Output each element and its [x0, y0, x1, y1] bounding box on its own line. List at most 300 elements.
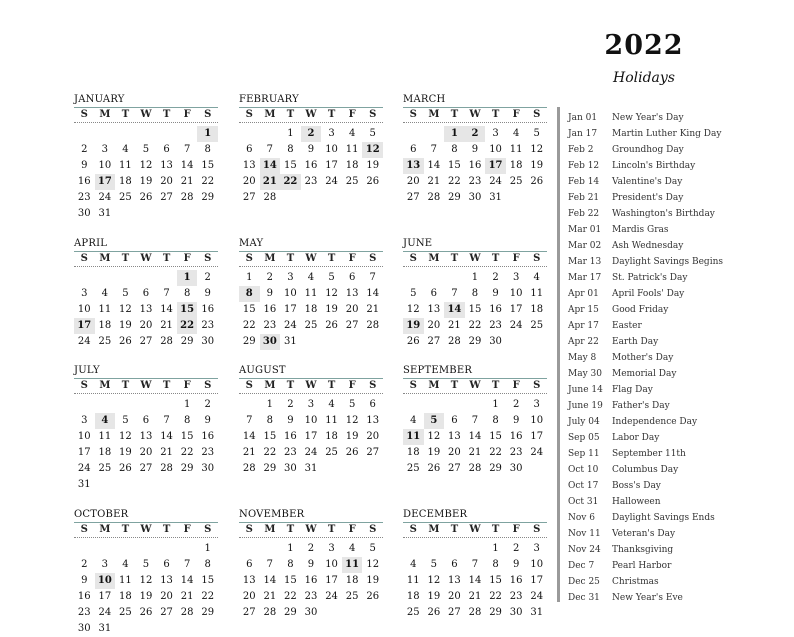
day-cell: 12: [139, 160, 153, 171]
weekday-label: S: [409, 380, 417, 391]
weekday-label: W: [140, 524, 152, 535]
day-cell: 16: [509, 431, 523, 442]
day-cell: 20: [448, 447, 461, 458]
day-cell: 1: [246, 272, 253, 283]
weekday-label: W: [469, 253, 481, 264]
weekday-label: W: [469, 380, 481, 391]
day-cell: 15: [263, 431, 277, 442]
day-cell: 18: [98, 320, 112, 331]
holiday-row: [568, 558, 794, 574]
weekday-label: S: [533, 380, 541, 391]
day-grid: [403, 541, 547, 621]
holiday-row: [568, 174, 794, 190]
weekday-label: S: [245, 380, 253, 391]
holiday-row: [568, 350, 794, 366]
weekday-label: T: [121, 524, 130, 535]
holiday-date: Apr 17: [568, 321, 599, 331]
day-cell: 14: [180, 575, 194, 586]
holiday-row: [568, 590, 794, 606]
day-cell: 15: [284, 160, 297, 171]
empty-cell: [444, 397, 465, 413]
weekday-label: W: [140, 380, 152, 391]
weekday-label: F: [348, 253, 356, 264]
weekday-label: M: [264, 380, 276, 391]
empty-cell: [115, 397, 136, 413]
holiday-day-cell: 11: [342, 557, 363, 573]
day-cell: 30: [201, 336, 215, 347]
holiday-name: Good Friday: [612, 305, 669, 315]
day-cell: 11: [509, 144, 523, 155]
day-cell: 19: [139, 176, 153, 187]
day-cell: 6: [430, 288, 438, 299]
day-cell: 27: [139, 463, 153, 474]
day-cell: 25: [509, 176, 523, 187]
weekday-label: W: [140, 109, 152, 120]
day-cell: 7: [163, 415, 170, 426]
day-cell: 23: [201, 447, 215, 458]
day-cell: 1: [287, 128, 294, 139]
day-cell: 18: [325, 431, 338, 442]
day-cell: 28: [468, 607, 482, 618]
holiday-day-cell: 1: [177, 270, 198, 286]
day-cell: 7: [471, 559, 479, 570]
weekday-label: M: [99, 253, 111, 264]
weekday-label: M: [428, 253, 440, 264]
holiday-name: Thanksgiving: [612, 545, 674, 555]
day-cell: 29: [489, 463, 502, 474]
holiday-list: [568, 110, 794, 606]
day-cell: 23: [201, 320, 215, 331]
day-cell: 27: [366, 447, 380, 458]
day-cell: 28: [427, 192, 441, 203]
empty-cell: [424, 126, 445, 142]
day-cell: 8: [287, 559, 294, 570]
day-cell: 17: [325, 575, 338, 586]
day-cell: 26: [530, 176, 544, 187]
empty-cell: [115, 541, 136, 557]
day-cell: 25: [406, 463, 420, 474]
day-cell: 9: [204, 415, 211, 426]
holiday-day-cell: 14: [444, 302, 465, 318]
empty-cell: [260, 541, 281, 557]
day-grid: [239, 126, 383, 206]
day-cell: 26: [345, 447, 359, 458]
empty-cell: [424, 397, 445, 413]
day-cell: 17: [530, 575, 544, 586]
month-name: NOVEMBER: [239, 509, 305, 520]
day-cell: 19: [325, 304, 338, 315]
holiday-day-cell: 1: [444, 126, 465, 142]
day-cell: 27: [139, 336, 153, 347]
day-cell: 8: [492, 415, 499, 426]
sidebar-divider: [557, 107, 560, 602]
holiday-row: [568, 494, 794, 510]
day-cell: 25: [345, 591, 359, 602]
holiday-date: Oct 31: [568, 497, 599, 507]
month-name: JUNE: [403, 238, 433, 249]
day-cell: 16: [201, 431, 215, 442]
weekday-label: M: [264, 109, 276, 120]
day-cell: 9: [512, 415, 520, 426]
day-cell: 28: [263, 192, 277, 203]
day-cell: 12: [345, 415, 359, 426]
weekday-label: M: [428, 109, 440, 120]
weekday-label: T: [327, 524, 336, 535]
holiday-date: Nov 24: [568, 545, 601, 555]
holiday-row: [568, 366, 794, 382]
day-cell: 27: [427, 336, 441, 347]
day-cell: 15: [242, 304, 256, 315]
day-cell: 28: [366, 320, 380, 331]
day-cell: 23: [77, 192, 91, 203]
empty-cell: [115, 126, 136, 142]
day-cell: 16: [77, 176, 91, 187]
day-cell: 1: [204, 543, 211, 554]
day-cell: 2: [266, 272, 274, 283]
day-cell: 10: [325, 144, 338, 155]
holiday-row: [568, 190, 794, 206]
day-cell: 8: [204, 144, 211, 155]
day-cell: 27: [448, 463, 461, 474]
holiday-date: June 19: [568, 401, 603, 411]
day-cell: 30: [468, 192, 482, 203]
day-cell: 24: [509, 320, 523, 331]
day-cell: 10: [530, 415, 544, 426]
day-cell: 26: [139, 607, 153, 618]
empty-cell: [465, 397, 486, 413]
day-cell: 18: [345, 160, 359, 171]
month-july: [74, 364, 218, 493]
day-cell: 4: [348, 128, 356, 139]
holiday-date: May 8: [568, 353, 597, 363]
day-cell: 25: [119, 607, 132, 618]
day-cell: 9: [307, 559, 315, 570]
weekday-label: T: [286, 524, 295, 535]
holiday-row: [568, 254, 794, 270]
day-cell: 23: [468, 176, 482, 187]
day-cell: 13: [242, 575, 256, 586]
weekday-label: W: [305, 253, 317, 264]
weekday-label: T: [286, 109, 295, 120]
month-october: [74, 508, 218, 637]
holiday-row: [568, 206, 794, 222]
day-cell: 4: [122, 144, 129, 155]
empty-cell: [95, 270, 116, 286]
holiday-date: July 04: [568, 417, 600, 427]
day-cell: 10: [489, 144, 502, 155]
holiday-date: Dec 31: [568, 593, 600, 603]
day-cell: 7: [369, 272, 376, 283]
day-cell: 20: [242, 591, 256, 602]
day-cell: 27: [160, 607, 173, 618]
day-cell: 24: [325, 176, 338, 187]
day-cell: 13: [366, 415, 380, 426]
day-cell: 27: [242, 607, 256, 618]
day-cell: 18: [509, 160, 523, 171]
empty-cell: [444, 270, 465, 286]
weekday-header: [74, 108, 218, 122]
day-cell: 22: [201, 591, 215, 602]
holiday-day-cell: 1: [197, 126, 218, 142]
weekday-separator: [403, 393, 547, 394]
holiday-date: Jan 17: [568, 129, 598, 139]
holiday-row: [568, 430, 794, 446]
day-cell: 8: [183, 415, 191, 426]
holiday-day-cell: 10: [95, 573, 116, 589]
day-cell: 12: [119, 304, 132, 315]
day-cell: 28: [448, 336, 461, 347]
day-cell: 6: [163, 559, 170, 570]
holiday-name: New Year's Eve: [612, 593, 683, 603]
day-cell: 4: [122, 559, 129, 570]
holiday-date: Nov 6: [568, 513, 595, 523]
day-cell: 23: [77, 607, 91, 618]
day-cell: 6: [451, 559, 458, 570]
day-cell: 6: [369, 399, 376, 410]
weekday-label: T: [450, 380, 459, 391]
day-cell: 20: [139, 320, 153, 331]
day-cell: 25: [406, 607, 420, 618]
holiday-date: Apr 22: [568, 337, 599, 347]
weekday-label: M: [428, 380, 440, 391]
weekday-label: F: [348, 524, 356, 535]
day-cell: 31: [98, 208, 112, 219]
day-cell: 25: [345, 176, 359, 187]
day-cell: 23: [304, 591, 318, 602]
weekday-header: [74, 379, 218, 393]
weekday-label: T: [491, 380, 500, 391]
day-cell: 15: [448, 160, 461, 171]
weekday-label: S: [245, 109, 253, 120]
day-grid: [74, 397, 218, 493]
day-cell: 2: [307, 543, 315, 554]
holiday-row: [568, 126, 794, 142]
day-cell: 29: [180, 336, 194, 347]
holiday-name: Veteran's Day: [612, 529, 676, 539]
day-cell: 22: [489, 447, 502, 458]
weekday-label: M: [264, 524, 276, 535]
holidays-subtitle: Holidays: [613, 70, 675, 86]
weekday-label: M: [99, 524, 111, 535]
day-cell: 10: [77, 431, 91, 442]
holiday-date: Nov 11: [568, 529, 601, 539]
weekday-separator: [74, 122, 218, 123]
weekday-label: S: [80, 524, 88, 535]
holiday-row: [568, 414, 794, 430]
day-cell: 22: [263, 447, 277, 458]
day-cell: 9: [512, 559, 520, 570]
weekday-separator: [239, 266, 383, 267]
holiday-name: Daylight Savings Begins: [612, 257, 723, 267]
day-cell: 19: [366, 575, 380, 586]
day-cell: 26: [366, 176, 380, 187]
month-march: [403, 93, 547, 206]
weekday-separator: [403, 266, 547, 267]
day-cell: 2: [512, 399, 520, 410]
holiday-day-cell: 5: [424, 413, 445, 429]
day-cell: 24: [489, 176, 502, 187]
empty-cell: [115, 270, 136, 286]
day-cell: 22: [180, 447, 194, 458]
day-cell: 2: [512, 543, 520, 554]
holiday-day-cell: 17: [74, 318, 95, 334]
weekday-label: S: [80, 253, 88, 264]
day-cell: 23: [304, 176, 318, 187]
day-cell: 19: [119, 447, 132, 458]
day-cell: 4: [348, 543, 356, 554]
day-cell: 26: [366, 591, 380, 602]
day-cell: 18: [304, 304, 318, 315]
day-grid: [403, 270, 547, 350]
empty-cell: [444, 541, 465, 557]
day-cell: 15: [201, 575, 215, 586]
day-cell: 27: [242, 192, 256, 203]
weekday-label: F: [183, 524, 191, 535]
empty-cell: [403, 126, 424, 142]
empty-cell: [239, 126, 260, 142]
day-cell: 5: [142, 559, 150, 570]
weekday-header: [239, 108, 383, 122]
empty-cell: [465, 541, 486, 557]
day-cell: 29: [242, 336, 256, 347]
day-cell: 21: [448, 320, 461, 331]
day-cell: 13: [448, 431, 461, 442]
month-september: [403, 364, 547, 477]
day-cell: 20: [427, 320, 441, 331]
empty-cell: [239, 541, 260, 557]
day-cell: 16: [201, 304, 215, 315]
holiday-date: Apr 01: [568, 289, 599, 299]
day-cell: 1: [266, 399, 274, 410]
day-cell: 3: [81, 288, 88, 299]
holiday-day-cell: 2: [301, 126, 322, 142]
weekday-header: [403, 252, 547, 266]
day-cell: 7: [183, 559, 191, 570]
day-cell: 11: [98, 304, 112, 315]
day-cell: 28: [242, 463, 256, 474]
day-cell: 15: [201, 160, 215, 171]
day-cell: 21: [468, 591, 482, 602]
weekday-label: S: [369, 380, 377, 391]
weekday-label: W: [469, 109, 481, 120]
day-cell: 11: [98, 431, 112, 442]
day-cell: 10: [325, 559, 338, 570]
holiday-date: Oct 10: [568, 465, 599, 475]
holiday-name: Mardis Gras: [612, 225, 669, 235]
holiday-row: [568, 302, 794, 318]
day-cell: 21: [160, 447, 173, 458]
holiday-day-cell: 12: [362, 142, 383, 158]
day-cell: 20: [242, 176, 256, 187]
holiday-row: [568, 526, 794, 542]
month-january: [74, 93, 218, 222]
day-cell: 8: [287, 144, 294, 155]
day-cell: 13: [160, 160, 173, 171]
month-name: FEBRUARY: [239, 94, 299, 105]
weekday-label: T: [286, 380, 295, 391]
holiday-row: [568, 334, 794, 350]
day-cell: 24: [98, 192, 112, 203]
holiday-row: [568, 286, 794, 302]
day-cell: 13: [242, 160, 256, 171]
day-cell: 1: [471, 272, 479, 283]
day-cell: 16: [304, 575, 318, 586]
weekday-label: S: [204, 109, 212, 120]
holiday-day-cell: 21: [260, 174, 281, 190]
empty-cell: [424, 541, 445, 557]
holiday-row: [568, 462, 794, 478]
day-cell: 2: [287, 399, 294, 410]
weekday-label: F: [512, 380, 520, 391]
day-cell: 8: [183, 288, 191, 299]
day-cell: 4: [328, 399, 335, 410]
day-cell: 14: [160, 431, 173, 442]
holiday-day-cell: 13: [403, 158, 424, 174]
empty-cell: [136, 270, 157, 286]
day-cell: 12: [366, 559, 380, 570]
day-cell: 17: [77, 447, 91, 458]
weekday-label: S: [80, 380, 88, 391]
weekday-label: F: [183, 109, 191, 120]
holiday-name: Earth Day: [612, 337, 659, 347]
day-cell: 2: [204, 272, 211, 283]
weekday-header: [239, 252, 383, 266]
day-cell: 12: [427, 575, 441, 586]
day-cell: 5: [369, 128, 376, 139]
empty-cell: [177, 126, 198, 142]
weekday-label: T: [121, 380, 130, 391]
holiday-row: [568, 382, 794, 398]
month-name: JULY: [74, 365, 100, 376]
day-cell: 15: [284, 575, 297, 586]
empty-cell: [136, 541, 157, 557]
year-title: 2022: [604, 30, 684, 61]
day-cell: 21: [242, 447, 256, 458]
day-cell: 17: [284, 304, 297, 315]
weekday-label: W: [305, 524, 317, 535]
day-cell: 28: [180, 607, 194, 618]
day-cell: 23: [489, 320, 502, 331]
day-cell: 7: [430, 144, 438, 155]
day-cell: 30: [77, 623, 91, 634]
weekday-header: [239, 523, 383, 537]
weekday-header: [403, 108, 547, 122]
weekday-label: S: [245, 524, 253, 535]
month-june: [403, 237, 547, 350]
holiday-row: [568, 446, 794, 462]
holiday-date: Dec 25: [568, 577, 600, 587]
day-cell: 9: [307, 144, 315, 155]
day-cell: 17: [325, 160, 338, 171]
weekday-separator: [403, 537, 547, 538]
day-cell: 6: [348, 272, 356, 283]
holiday-day-cell: 4: [95, 413, 116, 429]
day-cell: 18: [119, 591, 132, 602]
weekday-label: S: [204, 380, 212, 391]
day-cell: 14: [468, 431, 482, 442]
day-cell: 31: [304, 463, 318, 474]
day-cell: 3: [287, 272, 294, 283]
day-cell: 3: [307, 399, 315, 410]
day-cell: 9: [266, 288, 274, 299]
holiday-row: [568, 318, 794, 334]
holiday-date: Apr 15: [568, 305, 599, 315]
day-cell: 14: [180, 160, 194, 171]
empty-cell: [136, 126, 157, 142]
holiday-name: Boss's Day: [612, 481, 661, 491]
day-cell: 26: [119, 336, 132, 347]
weekday-label: S: [369, 109, 377, 120]
